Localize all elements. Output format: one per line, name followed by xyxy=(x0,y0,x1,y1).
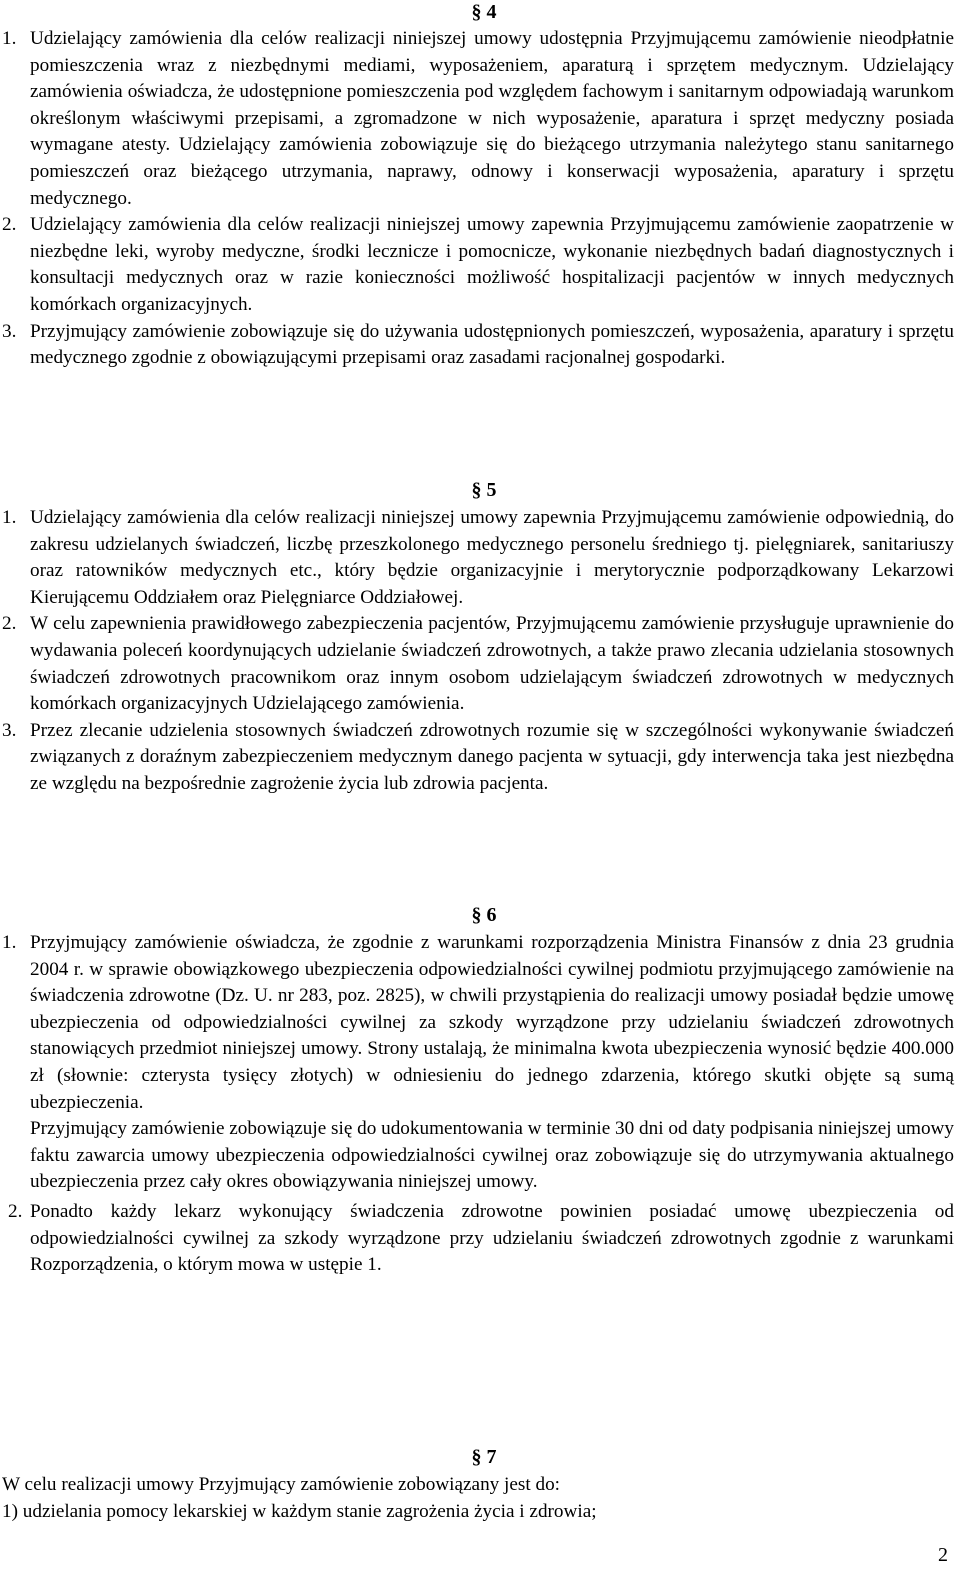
item-text: Ponadto każdy lekarz wykonujący świadczenia zdrowotne powinien posiadać umowę ubezpieczenia od odpowiedzialności cywilnej za szkody wyrządzone przy udzielaniu świadczeń zdrowotnych zgodnie z warunkami Rozporządzenia, o którym mowa w ustępie 1. xyxy=(30,1200,954,1276)
section-5-body xyxy=(0,505,954,798)
item-number: 1. xyxy=(2,28,17,49)
section-4-title: § 4 xyxy=(471,1,497,23)
item-number: 1. xyxy=(2,507,17,528)
section-7-intro: W celu realizacji umowy Przyjmujący zamówienie zobowiązany jest do: xyxy=(2,1474,561,1495)
item-text: Udzielający zamówienia dla celów realizacji niniejszej umowy zapewnia Przyjmującemu zamówienie zaopatrzenie w niezbędne leki, wyroby medyczne, środki lecznicze i pomocnicze, wykonanie niezbędnych badań diagnostycznych i konsultacji medycznych oraz w razie konieczności możliwość hospitalizacji pacjentów w innych medycznych komórkach organizacyjnych. xyxy=(30,214,954,315)
section-5-item-3 xyxy=(0,718,954,798)
section-6-item-1-continuation: Przyjmujący zamówienie zobowiązuje się do udokumentowania w terminie 30 dni od daty podpisania niniejszej umowy faktu zawarcia umowy ubezpieczenia odpowiedzialności cywilnej oraz zobowiązuje się do utrzymywania aktualnego ubezpieczenia przez cały okres obowiązywania niniejszej umowy. xyxy=(30,1118,954,1193)
section-6-item-1 xyxy=(0,930,954,1116)
section-4-item-2 xyxy=(0,212,954,318)
item-text: Przez zlecanie udzielenia stosownych świadczeń zdrowotnych rozumie się w szczególności wykonywanie świadczeń związanych z doraźnym zabezpieczeniem medycznym danego pacjenta w sytuacji, gdy interwencja taka jest niezbędna ze względu na bezpośrednie zagrożenie życia lub zdrowia pacjenta. xyxy=(30,719,954,794)
item-number: 2. xyxy=(8,1200,23,1222)
page-number: 2 xyxy=(938,1544,948,1566)
section-4-item-1 xyxy=(0,26,954,212)
section-7-line-1: 1) udzielania pomocy lekarskiej w każdym stanie zagrożenia życia i zdrowia; xyxy=(2,1500,597,1522)
section-5-title: § 5 xyxy=(471,479,497,501)
section-5-item-1 xyxy=(0,505,954,611)
item-text: Przyjmujący zamówienie oświadcza, że zgodnie z warunkami rozporządzenia Ministra Finansów z dnia 23 grudnia 2004 r. w sprawie obowiązkowego ubezpieczenia odpowiedzialności cywilnej podmiotu przyjmującego zamówienie na świadczenia zdrowotne (Dz. U. nr 283, poz. 2825), w chwili przystąpienia do realizacji umowy posiadał będzie umowę ubezpieczenia od odpowiedzialności cywilnej za szkody wyrządzone przy udzielaniu świadczeń zdrowotnych stanowiących przedmiot niniejszej umowy. Strony ustalają, że minimalna kwota ubezpieczenia wynosić będzie 400.000 zł (słownie: czterysta tysięcy złotych) w odniesieniu do jednego zdarzenia, którego skutki objęte są sumą ubezpieczenia. xyxy=(30,932,954,1113)
section-6-body xyxy=(0,930,954,1279)
section-6-title: § 6 xyxy=(471,904,497,926)
item-number: 3. xyxy=(2,719,17,741)
item-number: 1. xyxy=(2,932,17,953)
item-number: 2. xyxy=(2,613,17,635)
section-6 xyxy=(0,903,960,1279)
section-5-item-2 xyxy=(0,611,954,717)
section-7 xyxy=(0,1445,960,1525)
item-text: Udzielający zamówienia dla celów realizacji niniejszej umowy zapewnia Przyjmującemu zamówienie odpowiednią, do zakresu udzielanych świadczeń, liczbę przeszkolonego medycznego personelu średniego tj. pielęgniarek, sanitariuszy oraz ratowników medycznych etc., który będzie organizacyjnie i merytorycznie podporządkowany Lekarzowi Kierującemu Oddziałem oraz Pielęgniarce Oddziałowej. xyxy=(30,507,954,608)
item-number: 3. xyxy=(2,320,17,342)
section-7-title: § 7 xyxy=(471,1446,497,1468)
section-4-body xyxy=(0,26,954,372)
item-number: 2. xyxy=(2,214,17,236)
item-text: Udzielający zamówienia dla celów realizacji niniejszej umowy udostępnia Przyjmującemu zamówienie nieodpłatnie pomieszczenia wraz z niezbędnymi mediami, wyposażeniem, aparaturą i sprzętem medycznym. Udzielający zamówienia oświadcza, że udostępnione pomieszczenia pod względem fachowym i sanitarnym odpowiadają warunkom określonym właściwymi przepisami, a zgromadzone w nich wyposażenie, aparatura i sprzęt medyczny posiada wymagane atesty. Udzielający zamówienia zobowiązuje się do bieżącego utrzymania należytego stanu sanitarnego pomieszczeń oraz bieżącego utrzymania, naprawy, odnowy i konserwacji wyposażenia, aparatury i sprzętu medycznego. xyxy=(30,28,954,209)
item-text: W celu zapewnienia prawidłowego zabezpieczenia pacjentów, Przyjmującemu zamówienie przysługuje uprawnienie do wydawania poleceń koordynujących udzielanie świadczeń zdrowotnych, a także prawo zlecania udzielania stosownych świadczeń zdrowotnych pracownikom oraz innym osobom udzielającym świadczeń zdrowotnych w medycznych komórkach organizacyjnych Udzielającego zamówienia. xyxy=(30,613,954,715)
section-6-item-2 xyxy=(0,1199,954,1279)
item-text: Przyjmujący zamówienie zobowiązuje się do używania udostępnionych pomieszczeń, wyposażenia, aparatury i sprzętu medycznego zgodnie z obowiązującymi przepisami oraz zasadami racjonalnej gospodarki. xyxy=(30,320,954,369)
section-4-item-3 xyxy=(0,319,954,372)
section-7-body xyxy=(0,1472,954,1525)
section-5 xyxy=(0,478,960,798)
